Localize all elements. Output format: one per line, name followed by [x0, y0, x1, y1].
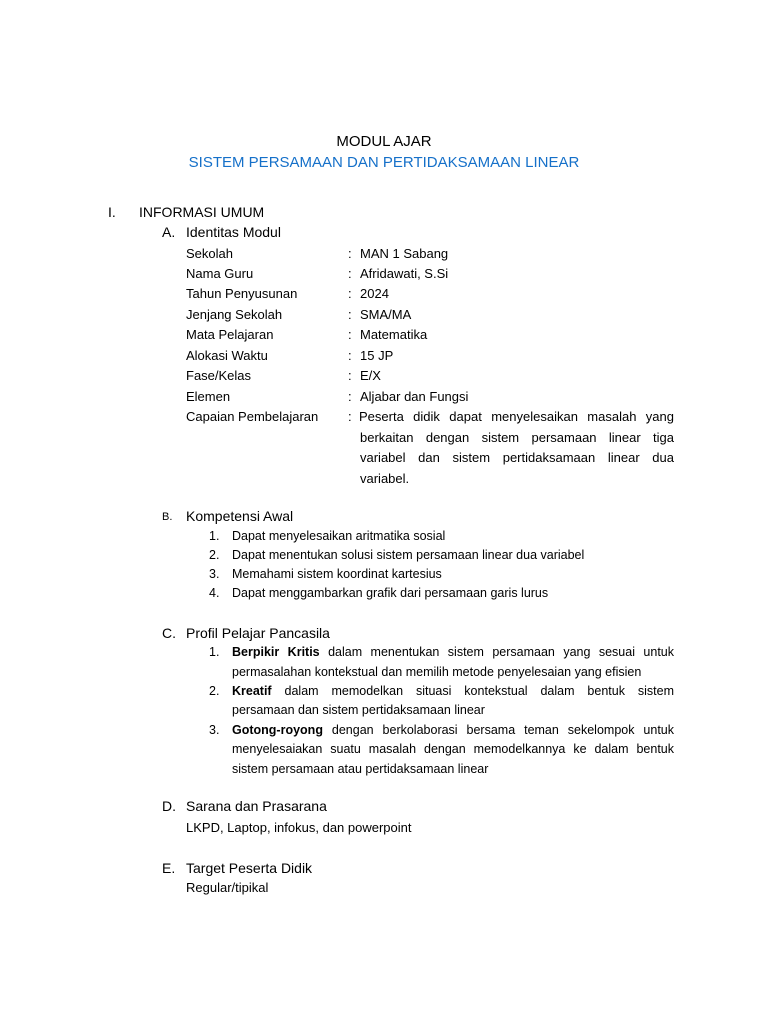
list-item-number: 2. — [209, 684, 220, 698]
list-item-number: 3. — [209, 723, 220, 737]
list-item-continuation: persamaan dan sistem pertidaksamaan linear — [232, 703, 485, 717]
identitas-label: Alokasi Waktu — [186, 348, 268, 363]
sarana-text: LKPD, Laptop, infokus, dan powerpoint — [186, 820, 412, 835]
identitas-label-capaian: Capaian Pembelajaran — [186, 409, 319, 424]
list-item: Dapat menggambarkan grafik dari persamaan garis lurus — [232, 586, 549, 600]
identitas-value: 15 JP — [360, 348, 394, 363]
profil-text: dalam menentukan sistem persamaan yang sesuai untuk — [319, 645, 675, 659]
capaian-line: variabel. — [360, 471, 410, 486]
identitas-value: Aljabar dan Fungsi — [360, 389, 469, 404]
capaian-line: variabel dan sistem pertidaksamaan linear dua — [360, 450, 674, 465]
list-item-number: 3. — [209, 567, 220, 581]
list-item — [232, 684, 674, 698]
list-item: Dapat menyelesaikan aritmatika sosial — [232, 529, 446, 543]
profil-keyword: Berpikir Kritis — [232, 645, 320, 659]
identitas-colon: : — [348, 348, 352, 363]
profil-text: dalam memodelkan situasi kontekstual dalam bentuk sistem — [271, 684, 674, 698]
subsection-letter-a: A. — [162, 224, 176, 240]
list-item-number: 2. — [209, 548, 220, 562]
capaian-line: berkaitan dengan sistem persamaan linear tiga — [360, 430, 674, 445]
identitas-label: Sekolah — [186, 246, 233, 261]
page-subtitle: SISTEM PERSAMAAN DAN PERTIDAKSAMAAN LINEAR — [188, 154, 580, 171]
identitas-value: Afridawati, S.Si — [360, 266, 449, 281]
capaian-line: Peserta didik dapat menyelesaikan masalah yang — [359, 409, 674, 424]
identitas-colon: : — [348, 327, 352, 342]
identitas-label: Jenjang Sekolah — [186, 307, 283, 322]
identitas-label: Nama Guru — [186, 266, 254, 281]
identitas-colon: : — [348, 266, 352, 281]
subsection-heading-identitas: Identitas Modul — [186, 224, 281, 240]
subsection-letter-d: D. — [162, 798, 176, 814]
profil-keyword: Gotong-royong — [232, 723, 323, 737]
identitas-colon: : — [348, 409, 352, 424]
list-item-continuation: sistem persamaan atau pertidaksamaan linear — [232, 762, 489, 776]
subsection-heading-sarana: Sarana dan Prasarana — [186, 798, 327, 814]
list-item-continuation: permasalahan kontekstual dan memilih metode penyelesaian yang efisien — [232, 665, 642, 679]
subsection-heading-profil: Profil Pelajar Pancasila — [186, 625, 330, 641]
list-item-number: 1. — [209, 529, 220, 543]
identitas-colon: : — [348, 368, 352, 383]
subsection-letter-c: C. — [162, 625, 176, 641]
list-item — [232, 645, 674, 659]
profil-keyword: Kreatif — [232, 684, 272, 698]
identitas-colon: : — [348, 307, 352, 322]
subsection-heading-kompetensi: Kompetensi Awal — [186, 508, 294, 524]
identitas-colon: : — [348, 389, 352, 404]
list-item — [232, 723, 674, 737]
profil-text: dengan berkolaborasi bersama teman sekelompok untuk — [322, 723, 674, 737]
page-title: MODUL AJAR — [336, 133, 432, 150]
identitas-label: Elemen — [186, 389, 231, 404]
identitas-value: 2024 — [360, 286, 389, 301]
list-item: Memahami sistem koordinat kartesius — [232, 567, 442, 581]
identitas-label: Mata Pelajaran — [186, 327, 274, 342]
list-item-continuation: menyelesaiakan suatu masalah dengan memodelkannya ke dalam bentuk — [232, 742, 674, 756]
identitas-label: Tahun Penyusunan — [186, 286, 298, 301]
subsection-letter-b: B. — [162, 511, 173, 523]
subsection-heading-target: Target Peserta Didik — [186, 860, 313, 876]
subsection-letter-e: E. — [162, 860, 176, 876]
list-item-number: 1. — [209, 645, 220, 659]
identitas-value: E/X — [360, 368, 381, 383]
target-text: Regular/tipikal — [186, 880, 269, 895]
identitas-value: MAN 1 Sabang — [360, 246, 449, 261]
identitas-value: SMA/MA — [360, 307, 412, 322]
identitas-label: Fase/Kelas — [186, 368, 252, 383]
section-heading: INFORMASI UMUM — [139, 204, 265, 220]
list-item-number: 4. — [209, 586, 220, 600]
identitas-colon: : — [348, 286, 352, 301]
section-numeral: I. — [108, 204, 116, 220]
identitas-value: Matematika — [360, 327, 428, 342]
identitas-colon: : — [348, 246, 352, 261]
list-item: Dapat menentukan solusi sistem persamaan linear dua variabel — [232, 548, 585, 562]
